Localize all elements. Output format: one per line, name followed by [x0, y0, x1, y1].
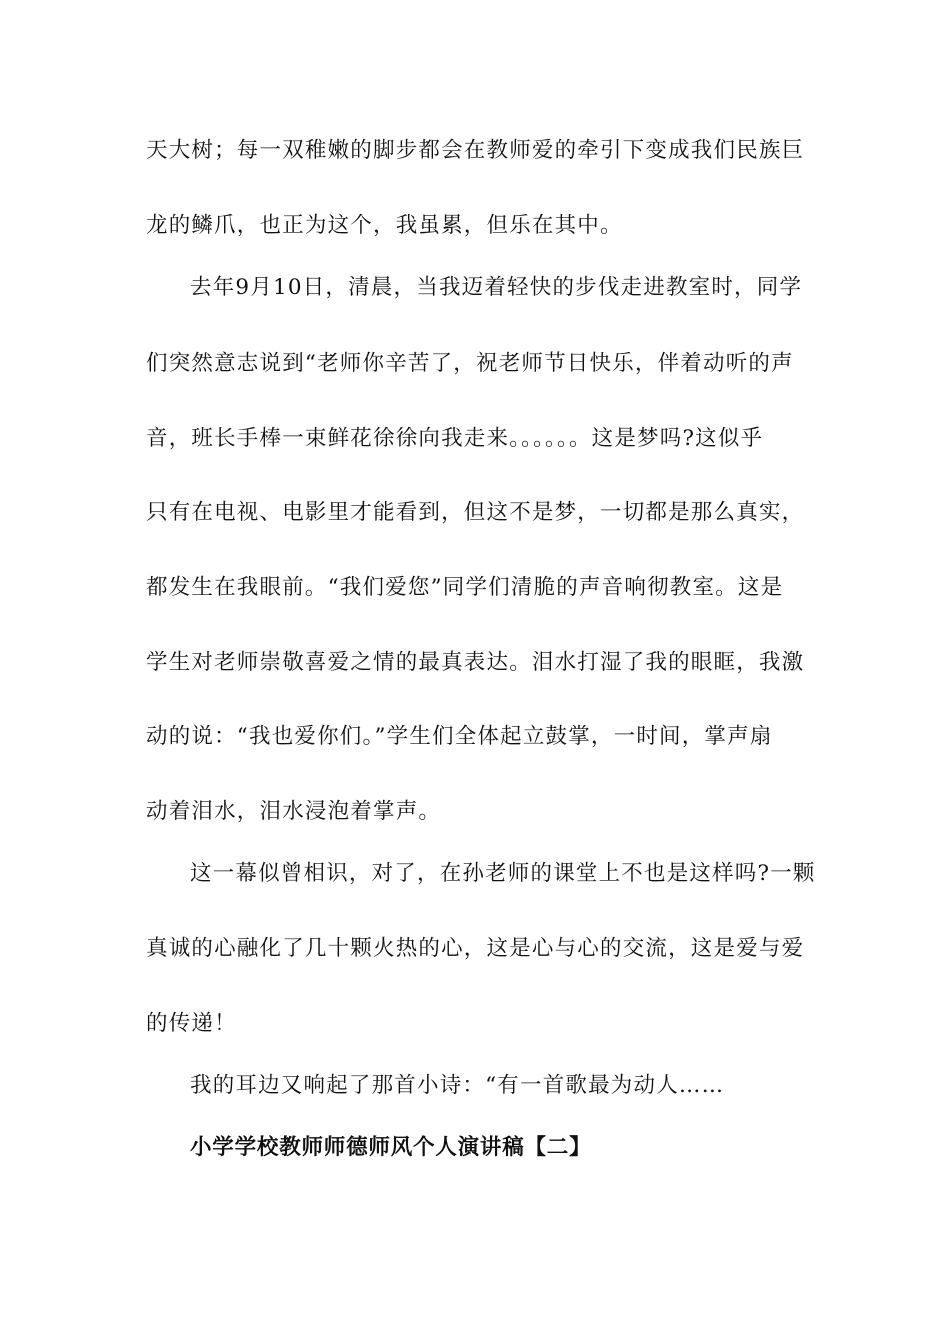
text-line: 们突然意志说到“老师你辛苦了，祝老师节日快乐，伴着动听的声: [146, 351, 794, 376]
text-line: 动着泪水，泪水浸泡着掌声。: [146, 799, 442, 824]
text-line: 的传递！: [146, 1011, 237, 1036]
text-line: 真诚的心融化了几十颗火热的心，这是心与心的交流，这是爱与爱: [146, 936, 805, 961]
text-line: 音，班长手棒一束鲜花徐徐向我走来。。。。。。这是梦吗?这似乎: [146, 426, 764, 451]
text-line: 天大树；每一双稚嫩的脚步都会在教师爱的牵引下变成我们民族巨: [146, 138, 805, 163]
text-line: 都发生在我眼前。“我们爱您”同学们清脆的声音响彻教室。这是: [146, 575, 784, 600]
text-line: 只有在电视、电影里才能看到，但这不是梦，一切都是那么真实，: [146, 500, 805, 525]
paragraph-start-line: 这一幕似曾相识，对了，在孙老师的课堂上不也是这样吗?一颗: [190, 861, 816, 886]
text-line: 学生对老师崇敬喜爱之情的最真表达。泪水打湿了我的眼眶，我激: [146, 650, 805, 675]
text-line: 龙的鳞爪，也正为这个，我虽累，但乐在其中。: [146, 213, 623, 238]
text-line: 动的说：“我也爱你们。”学生们全体起立鼓掌，一时间，掌声扇: [146, 724, 773, 749]
paragraph-start-line: 我的耳边又响起了那首小诗：“有一首歌最为动人……: [190, 1073, 725, 1098]
paragraph-start-line: 去年9月10日，清晨，当我迈着轻快的步伐走进教室时，同学: [190, 275, 803, 300]
section-heading: 小学学校教师师德师风个人演讲稿【二】: [190, 1135, 592, 1160]
